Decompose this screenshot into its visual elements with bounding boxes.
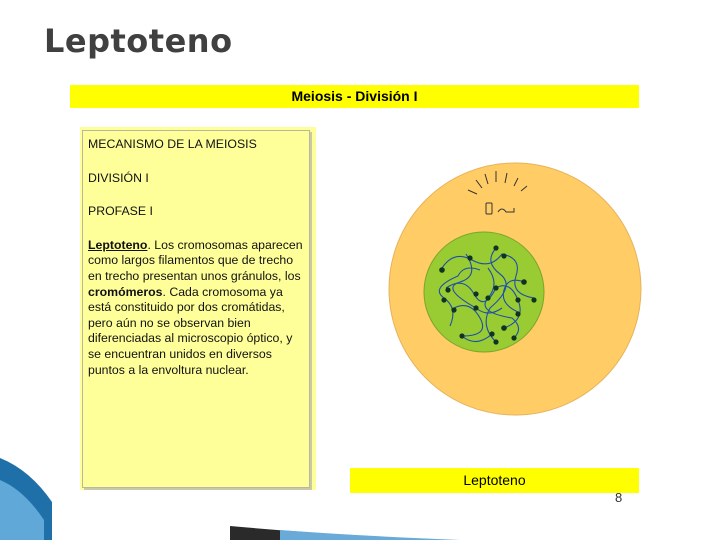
description-text-2: . Cada cromosoma ya está constituido por dos cromátidas, pero aún no se observan bien diferenciadas al microscopio óptico, y se encuentran unidos en diversos puntos a la envoltura nuclear. [88, 284, 293, 377]
term-leptoteno: Leptoteno [88, 237, 148, 252]
term-cromomeros: cromómeros [88, 284, 163, 299]
cell-diagram [384, 158, 646, 420]
heading-division: DIVISIÓN I [88, 170, 149, 185]
slide-title: Leptoteno [44, 22, 233, 60]
description-textbox [82, 130, 310, 488]
nucleus [424, 232, 544, 352]
top-banner: Meiosis - División I [70, 85, 639, 108]
page-number: 8 [615, 490, 623, 505]
description-paragraph [88, 238, 304, 378]
heading-mecanismo: MECANISMO DE LA MEIOSIS [88, 137, 257, 151]
description-text-1: . Los cromosomas aparecen como largos filamentos que de trecho en trecho presentan unos gránulos, los [88, 237, 303, 283]
bottom-banner: Leptoteno [350, 468, 639, 493]
decorative-swoosh [0, 450, 720, 540]
heading-profase: PROFASE I [88, 204, 153, 219]
